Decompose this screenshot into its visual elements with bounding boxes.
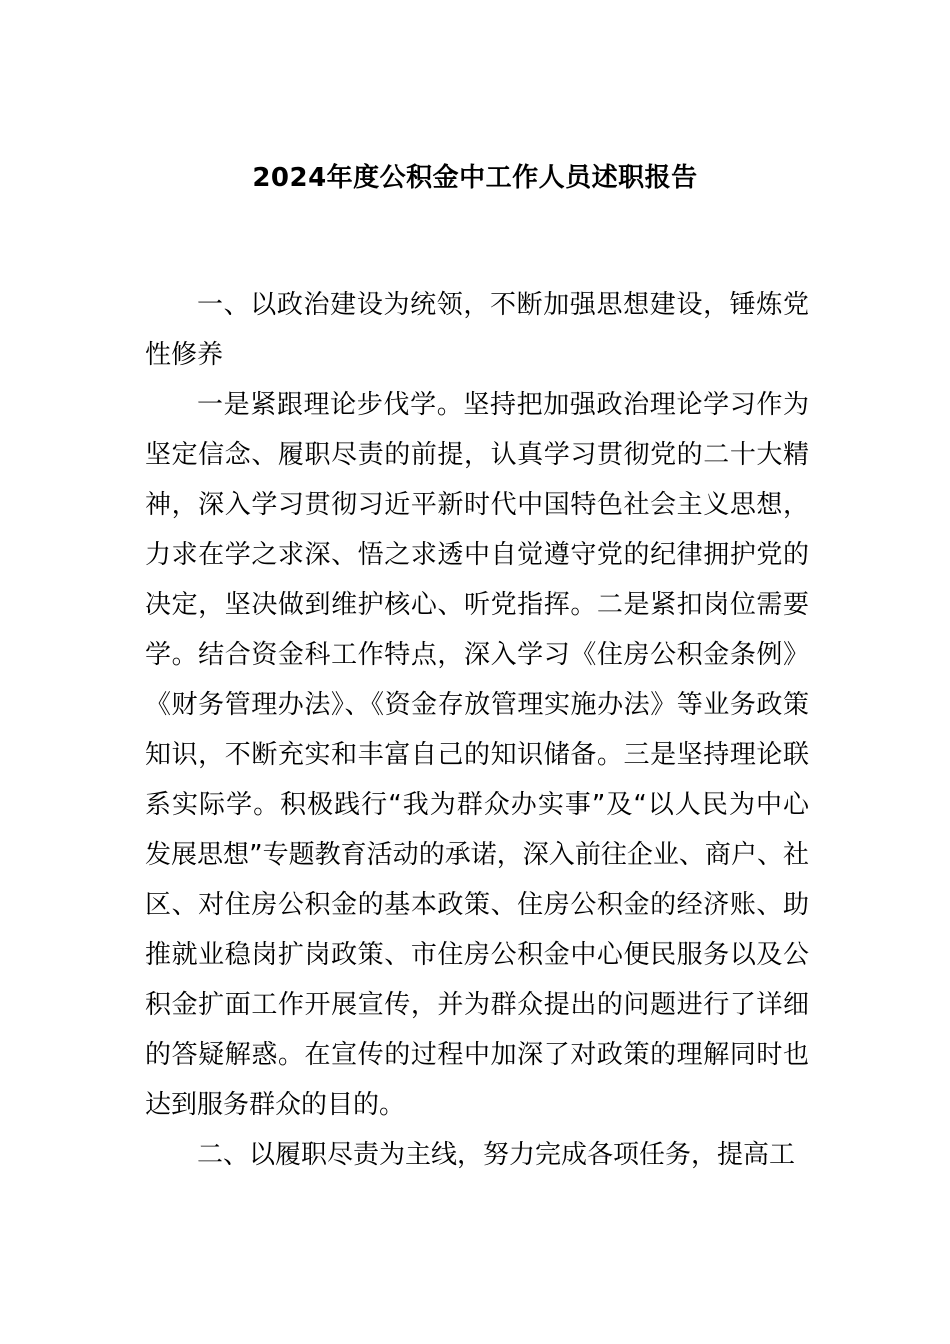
body-paragraph: 一是紧跟理论步伐学。坚持把加强政治理论学习作为坚定信念、履职尽责的前提，认真学习贯彻党的二十大精神，深入学习贯彻习近平新时代中国特色社会主义思想，力求在学之求深、悟之求透中自觉遵守党的纪律拥护党的决定，坚决做到维护核心、听党指挥。二是紧扣岗位需要学。结合资金科工作特点，深入学习《住房公积金条例》《财务管理办法》、《资金存放管理实施办法》等业务政策知识，不断充实和丰富自己的知识储备。三是坚持理论联系实际学。积极践行“我为群众办实事”及“以人民为中心发展思想”专题教育活动的承诺，深入前往企业、商户、社区、对住房公积金的基本政策、住房公积金的经济账、助推就业稳岗扩岗政策、市住房公积金中心便民服务以及公积金扩面工作开展宣传，并为群众提出的问题进行了详细的答疑解惑。在宣传的过程中加深了对政策的理解同时也达到服务群众的目的。	[145, 390, 809, 1120]
document-title: 2024年度公积金中工作人员述职报告	[252, 163, 698, 193]
section-heading-2: 二、以履职尽责为主线，努力完成各项任务，提高工	[197, 1140, 796, 1170]
section-heading-1: 一、以政治建设为统领，不断加强思想建设，锤炼党性修养	[145, 290, 809, 370]
document-body	[145, 280, 809, 1180]
